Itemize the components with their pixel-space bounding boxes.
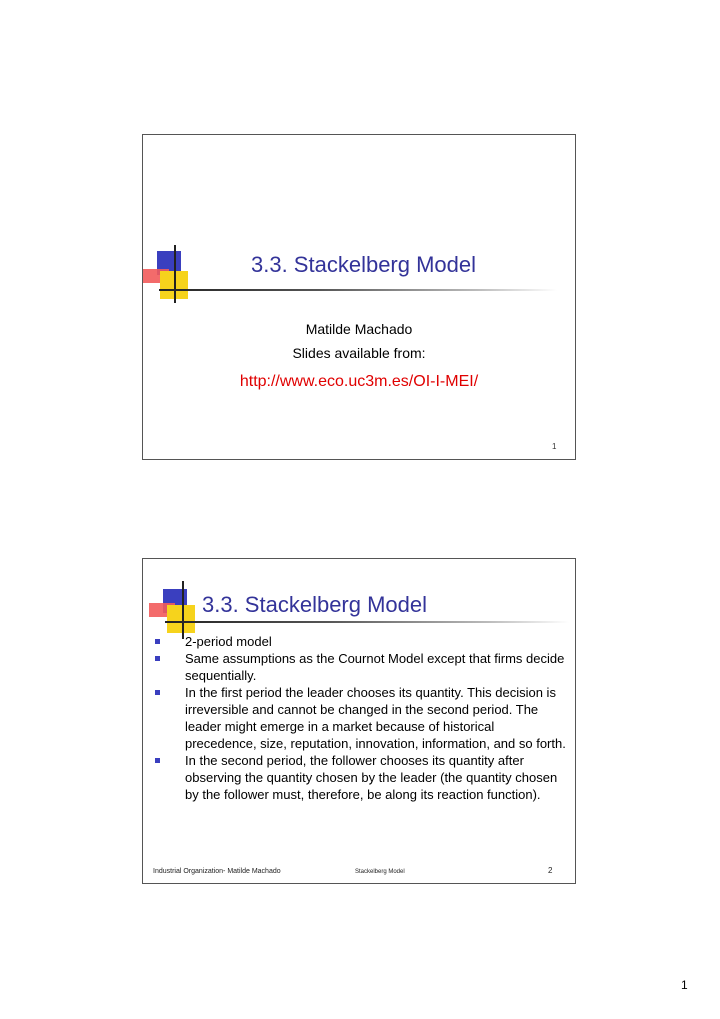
bullet-square-icon	[155, 656, 160, 661]
vertical-rule	[174, 245, 176, 303]
slide-page-number: 2	[548, 866, 553, 875]
slide-page-number: 1	[552, 442, 557, 451]
bullet-square-icon	[155, 758, 160, 763]
list-item: 2-period model	[155, 633, 569, 650]
slides-url-link[interactable]: http://www.eco.uc3m.es/OI-I-MEI/	[239, 373, 479, 390]
list-item: Same assumptions as the Cournot Model except that firms decide sequentially.	[155, 650, 569, 684]
slide-title: 3.3. Stackelberg Model	[202, 592, 428, 617]
vertical-rule	[182, 581, 184, 639]
horizontal-rule	[159, 289, 557, 291]
bullet-square-icon	[155, 690, 160, 695]
footer-topic: Stackelberg Model	[355, 869, 405, 875]
list-item: In the first period the leader chooses its quantity. This decision is irreversible and cannot be changed in the second period. The leader might emerge in a market because of historical precedence, size, reputation, innovation, information, and so forth.	[155, 684, 569, 752]
sheet-page-number: 1	[681, 978, 688, 992]
slides-label: Slides available from:	[292, 345, 426, 361]
slide-2	[142, 558, 576, 884]
slide-1	[142, 134, 576, 460]
author-name: Matilde Machado	[305, 321, 413, 337]
bullet-square-icon	[155, 639, 160, 644]
list-item: In the second period, the follower chooses its quantity after observing the quantity chosen by the leader (the quantity chosen by the follower must, therefore, be along its reaction function).	[155, 752, 569, 803]
slide-title: 3.3. Stackelberg Model	[251, 252, 477, 277]
horizontal-rule	[165, 621, 569, 623]
bullet-list	[155, 633, 569, 803]
footer-course: Industrial Organization- Matilde Machado	[153, 868, 281, 875]
yellow-square	[167, 605, 195, 633]
